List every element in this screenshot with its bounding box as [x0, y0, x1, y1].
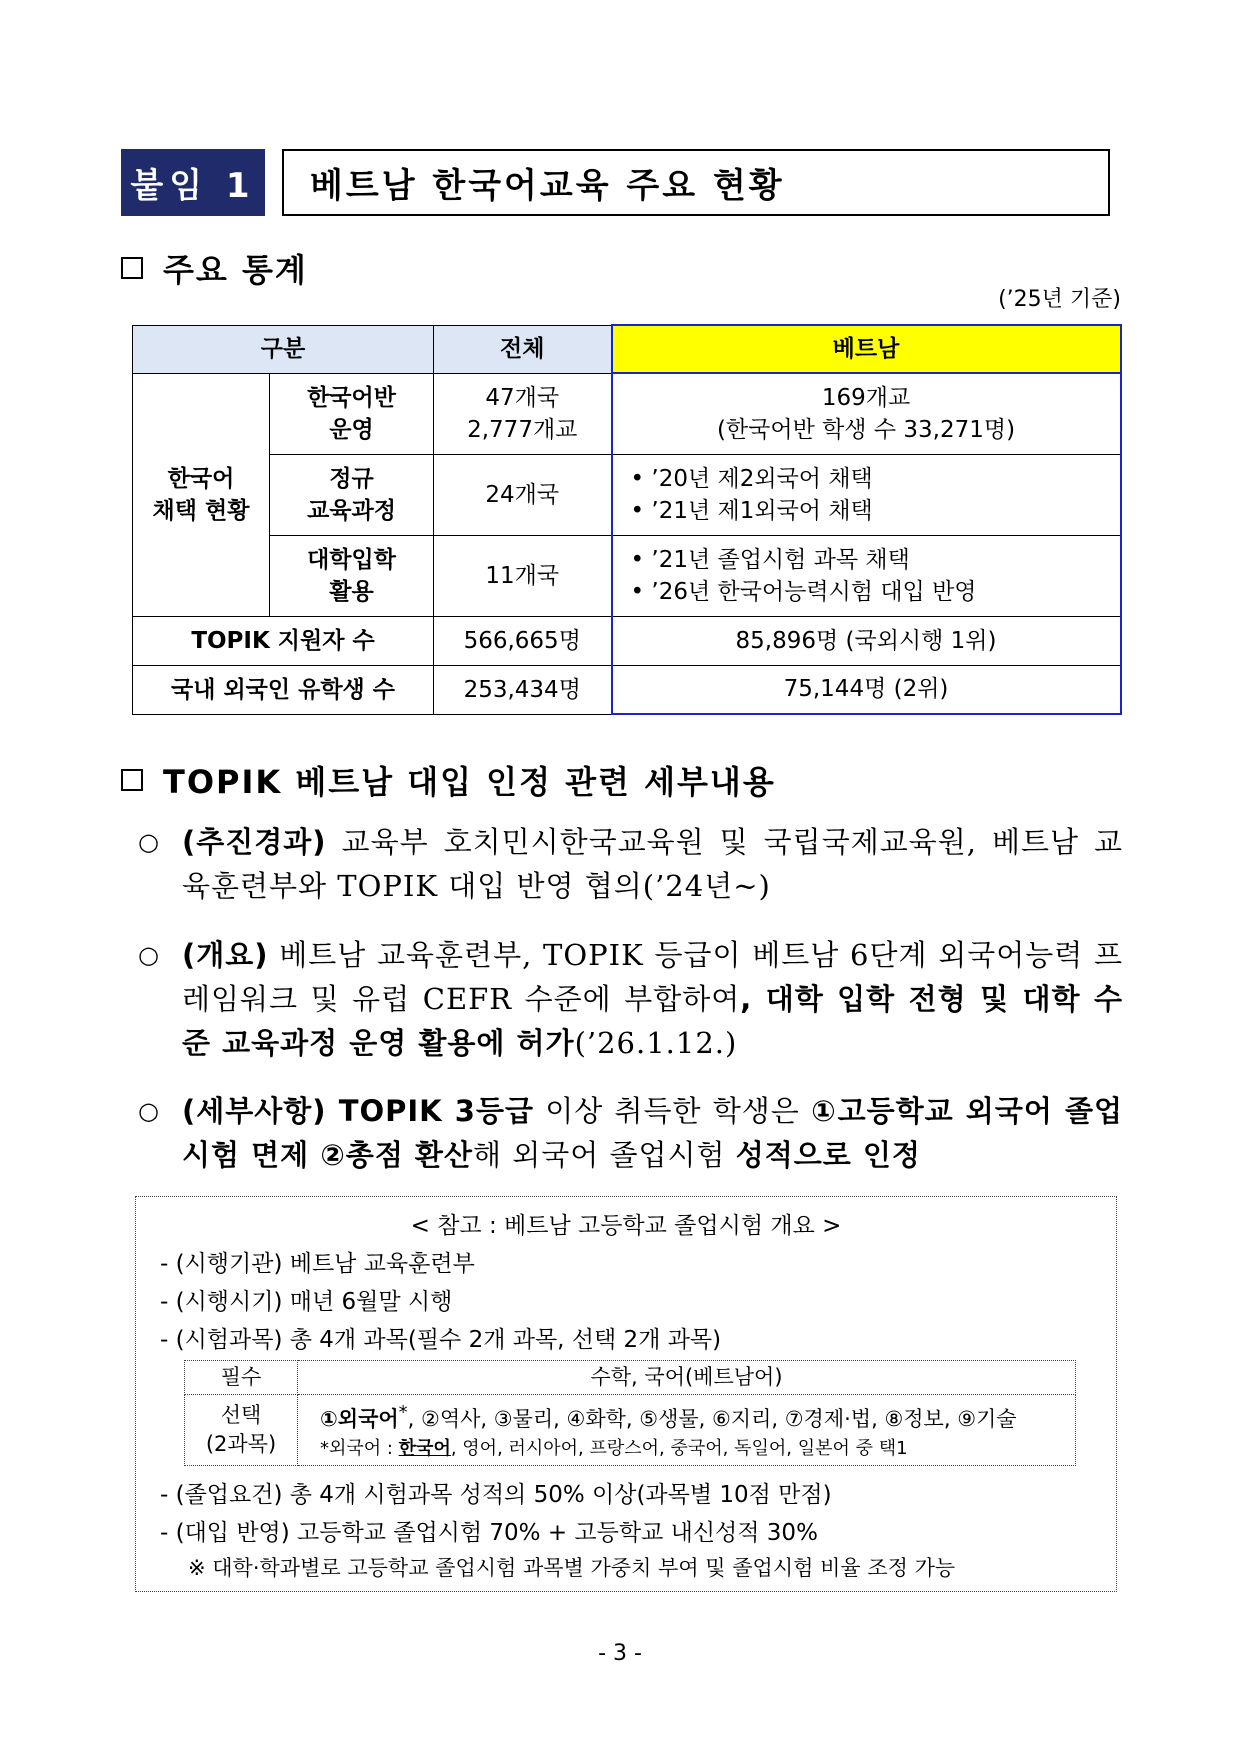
row-label: 대학입학 활용 — [270, 535, 434, 616]
bullet-circle-icon: ○ — [138, 1097, 160, 1125]
paragraph-progress: ○ (추진경과) 교육부 호치민시한국교육원 및 국립국제교육원, 베트남 교육훈련부와 TOPIK 대입 반영 협의(’24년~) — [138, 820, 1123, 908]
vietnam-cell: 85,896명 (국외시행 1위) — [612, 616, 1121, 665]
table-row — [133, 665, 1121, 714]
page-number: - 3 - — [598, 1641, 642, 1666]
table-row — [133, 373, 1121, 454]
row-label: 국내 외국인 유학생 수 — [133, 665, 434, 714]
bullet-circle-icon: ○ — [138, 828, 160, 856]
table-row — [185, 1361, 1076, 1395]
reference-note: ※ 대학·학과별로 고등학교 졸업시험 과목별 가중치 부여 및 졸업시험 비율 조정 가능 — [188, 1556, 956, 1580]
paragraph-details: ○ (세부사항) TOPIK 3등급 이상 취득한 학생은 ①고등학교 외국어 졸업시험 면제 ②총점 환산해 외국어 졸업시험 성적으로 인정 — [138, 1089, 1123, 1177]
reference-line: - (시행기관) 베트남 교육훈련부 — [160, 1251, 475, 1277]
stats-basis-note: (’25년 기준) — [998, 287, 1121, 312]
vietnam-cell: 169개교 (한국어반 학생 수 33,271명) — [612, 373, 1121, 454]
section-topik-heading — [121, 757, 776, 803]
attachment-tag: 붙임 1 — [121, 149, 265, 216]
table-row — [133, 454, 1121, 535]
total-cell: 24개국 — [434, 454, 612, 535]
row-label: 정규 교육과정 — [270, 454, 434, 535]
required-value: 수학, 국어(베트남어) — [298, 1361, 1076, 1395]
subject-table — [184, 1360, 1076, 1466]
vietnam-cell: 75,144명 (2위) — [612, 665, 1121, 714]
row-label: TOPIK 지원자 수 — [133, 616, 434, 665]
table-header-row — [133, 325, 1121, 373]
table-row — [133, 616, 1121, 665]
reference-line: - (대입 반영) 고등학교 졸업시험 70% + 고등학교 내신성적 30% — [160, 1520, 818, 1546]
section-stats-title: 주요 통계 — [163, 251, 308, 289]
elective-label: 선택 (2과목) — [185, 1395, 298, 1466]
checkbox-icon — [121, 257, 143, 279]
reference-box — [135, 1196, 1117, 1592]
reference-title: < 참고 : 베트남 고등학교 졸업시험 개요 > — [410, 1213, 842, 1239]
header-category: 구분 — [133, 325, 434, 373]
header-total: 전체 — [434, 325, 612, 373]
table-row — [185, 1395, 1076, 1466]
total-cell: 47개국 2,777개교 — [434, 373, 612, 454]
bullet-circle-icon: ○ — [138, 941, 160, 969]
table-row — [133, 535, 1121, 616]
total-cell: 566,665명 — [434, 616, 612, 665]
section-topik-title: TOPIK 베트남 대입 인정 관련 세부내용 — [163, 763, 776, 801]
section-stats-heading — [121, 245, 308, 291]
vietnam-cell: • ’20년 제2외국어 채택 • ’21년 제1외국어 채택 — [612, 454, 1121, 535]
stats-table — [132, 324, 1122, 715]
paragraph-overview: ○ (개요) 베트남 교육훈련부, TOPIK 등급이 베트남 6단계 외국어능력 프레임워크 및 유럽 CEFR 수준에 부합하여, 대학 입학 전형 및 대학 수준 교육과정 운영 활용에 허가(’26.1.12.) — [138, 933, 1123, 1065]
group-label: 한국어 채택 현황 — [133, 373, 270, 616]
vietnam-cell: • ’21년 졸업시험 과목 채택 • ’26년 한국어능력시험 대입 반영 — [612, 535, 1121, 616]
total-cell: 11개국 — [434, 535, 612, 616]
reference-line: - (시행시기) 매년 6월말 시행 — [160, 1289, 453, 1315]
checkbox-icon — [121, 769, 143, 791]
page-title: 베트남 한국어교육 주요 현황 — [282, 149, 1110, 216]
required-label: 필수 — [185, 1361, 298, 1395]
header-vietnam: 베트남 — [612, 325, 1121, 373]
reference-line: - (시험과목) 총 4개 과목(필수 2개 과목, 선택 2개 과목) — [160, 1327, 722, 1353]
reference-line: - (졸업요건) 총 4개 시험과목 성적의 50% 이상(과목별 10점 만점) — [160, 1482, 832, 1508]
total-cell: 253,434명 — [434, 665, 612, 714]
elective-value: ①외국어*, ②역사, ③물리, ④화학, ⑤생물, ⑥지리, ⑦경제·법, ⑧정보, ⑨기술 *외국어 : 한국어, 영어, 러시아어, 프랑스어, 중국어, 독일어, 일본어 중 택1 — [298, 1395, 1076, 1466]
row-label: 한국어반 운영 — [270, 373, 434, 454]
